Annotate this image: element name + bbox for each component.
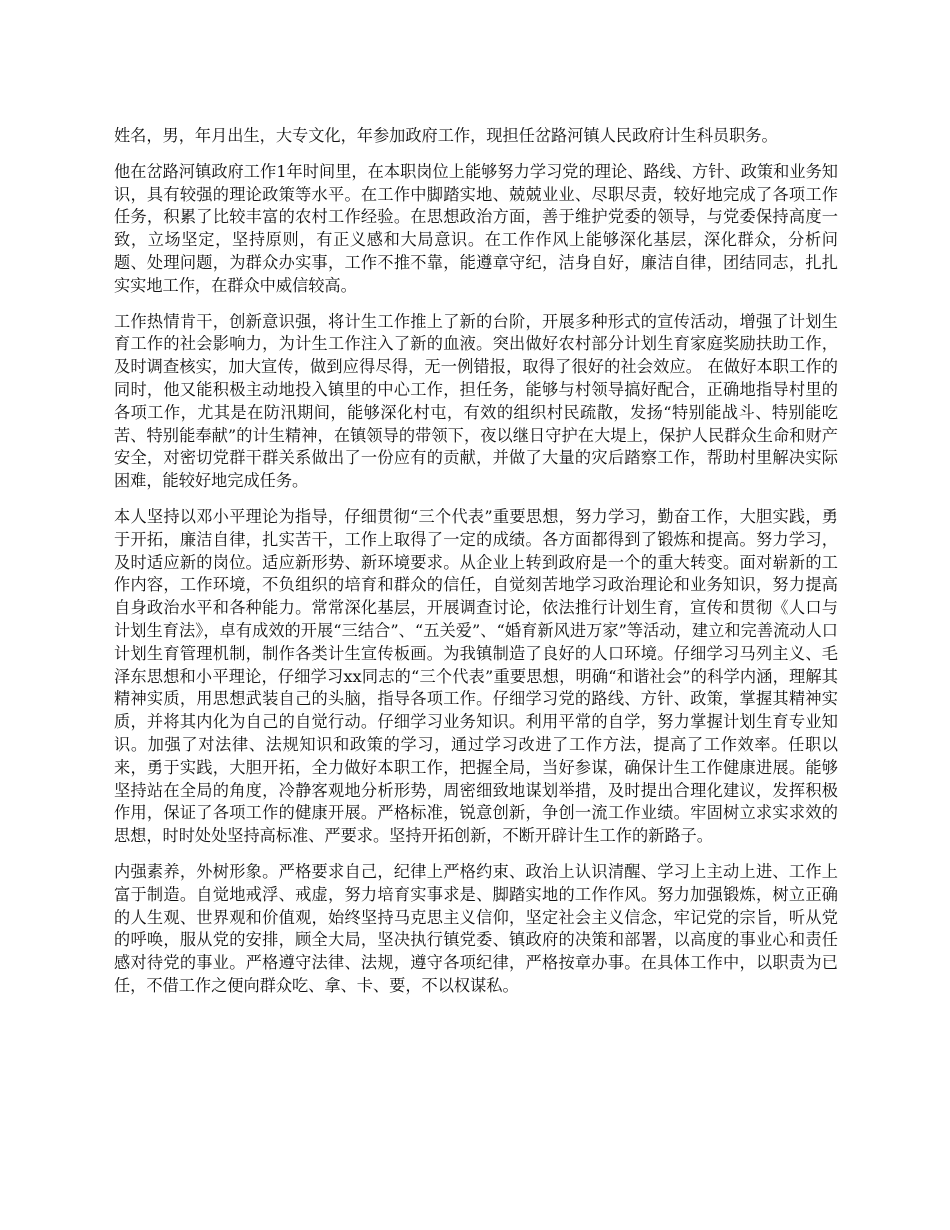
- paragraph-3: 工作热情肯干，创新意识强，将计生工作推上了新的台阶，开展多种形式的宣传活动，增强了计划生育工作的社会影响力，为计生工作注入了新的血液。突出做好农村部分计划生育家庭奖励扶助工作，及时调查核实，加大宣传，做到应得尽得，无一例错报，取得了很好的社会效应。 在做好本职工作的同时，他又能积极主动地投入镇里的中心工作，担任务，能够与村领导搞好配合，正确地指导村里的各项工作，尤其是在防汛期间，能够深化村屯，有效的组织村民疏散，发扬“特别能战斗、特别能吃苦、特别能奉献”的计生精神，在镇领导的带领下，夜以继日守护在大堤上，保护人民群众生命和财产安全，对密切党群干群关系做出了一份应有的贡献，并做了大量的灾后踏察工作，帮助村里解决实际困难，能较好地完成任务。: [114, 311, 838, 491]
- document-body: [114, 125, 838, 1011]
- paragraph-1: 姓名，男，年月出生，大专文化，年参加政府工作，现担任岔路河镇人民政府计生科员职务。: [114, 126, 778, 145]
- paragraph-4: 本人坚持以邓小平理论为指导，仔细贯彻“三个代表”重要思想，努力学习，勤奋工作，大胆实践，勇于开拓，廉洁自律，扎实苦干，工作上取得了一定的成绩。各方面都得到了锻炼和提高。努力学习，及时适应新的岗位。适应新形势、新环境要求。从企业上转到政府是一个的重大转变。面对崭新的工作内容，工作环境，不负组织的培育和群众的信任，自觉刻苦地学习政治理论和业务知识，努力提高自身政治水平和各种能力。常常深化基层，开展调查讨论，依法推行计划生育，宣传和贯彻《人口与计划生育法》，卓有成效的开展“三结合”、“五关爱”、“婚育新风进万家”等活动，建立和完善流动人口计划生育管理机制，制作各类计生宣传板画。为我镇制造了良好的人口环境。仔细学习马列主义、毛泽东思想和小平理论，仔细学习xx同志的“三个代表”重要思想，明确“和谐社会”的科学内涵，理解其精神实质，用思想武装自己的头脑，指导各项工作。仔细学习党的路线、方针、政策，掌握其精神实质，并将其内化为自己的自觉行动。仔细学习业务知识。利用平常的自学，努力掌握计划生育专业知识。加强了对法律、法规知识和政策的学习，通过学习改进了工作方法，提高了工作效率。任职以来，勇于实践，大胆开拓，全力做好本职工作，把握全局，当好参谋，确保计生工作健康进展。能够坚持站在全局的角度，冷静客观地分析形势，周密细致地谋划举措，及时提出合理化建议，发挥积极作用，保证了各项工作的健康开展。严格标准，锐意创新，争创一流工作业绩。牢固树立求实求效的思想，时时处处坚持高标准、严要求。坚持开拓创新，不断开辟计生工作的新路子。: [114, 506, 838, 846]
- paragraph-2: 他在岔路河镇政府工作1年时间里，在本职岗位上能够努力学习党的理论、路线、方针、政策和业务知识，具有较强的理论政策等水平。在工作中脚踏实地、兢兢业业、尽职尽责，较好地完成了各项工作任务，积累了比较丰富的农村工作经验。在思想政治方面，善于维护党委的领导，与党委保持高度一致，立场坚定，坚持原则，有正义感和大局意识。在工作作风上能够深化基层，深化群众，分析问题、处理问题，为群众办实事，工作不推不靠，能遵章守纪，洁身自好，廉洁自律，团结同志，扎扎实实地工作，在群众中威信较高。: [114, 161, 838, 295]
- paragraph-5: 内强素养，外树形象。严格要求自己，纪律上严格约束、政治上认识清醒、学习上主动上进、工作上富于制造。自觉地戒浮、戒虚，努力培育实事求是、脚踏实地的工作作风。努力加强锻炼，树立正确的人生观、世界观和价值观，始终坚持马克思主义信仰，坚定社会主义信念，牢记党的宗旨，听从党的呼唤，服从党的安排，顾全大局，坚决执行镇党委、镇政府的决策和部署，以高度的事业心和责任感对待党的事业。严格遵守法律、法规，遵守各项纪律，严格按章办事。在具体工作中，以职责为已任，不借工作之便向群众吃、拿、卡、要，不以权谋私。: [114, 861, 838, 995]
